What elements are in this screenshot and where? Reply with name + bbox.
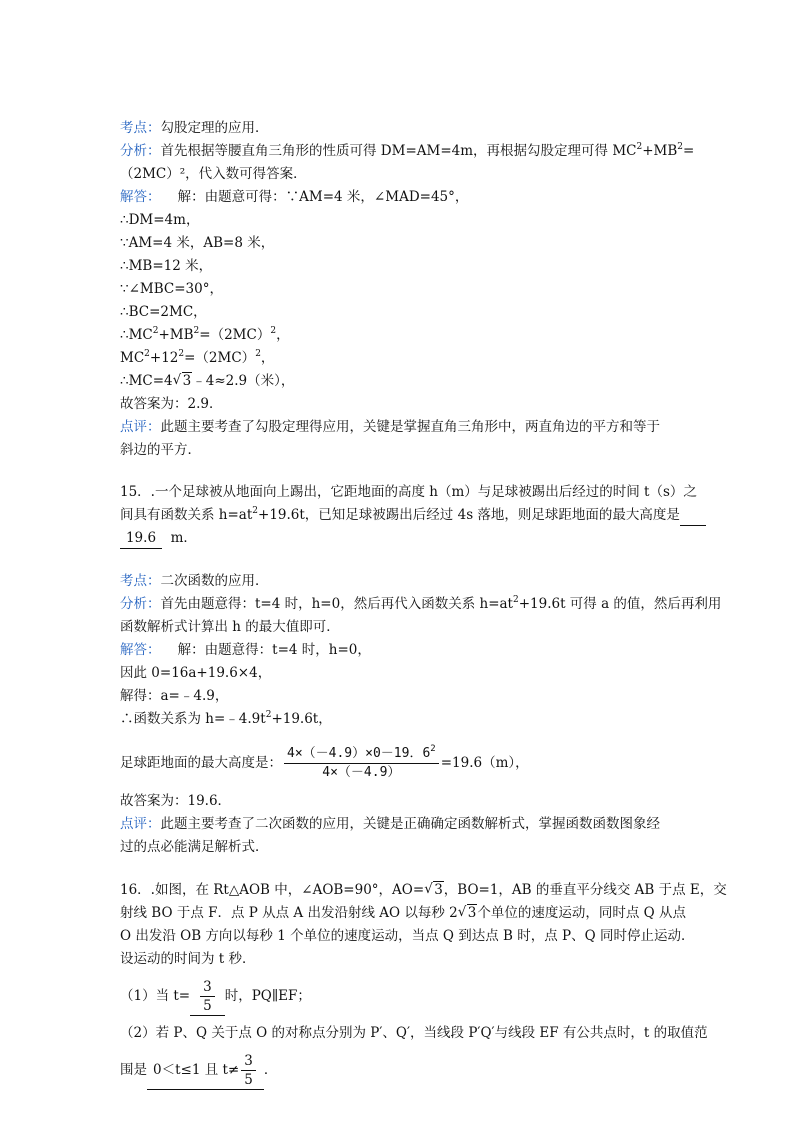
kaodian-tag: 考点：	[120, 120, 161, 136]
solution-line: ∴MC=4√ 3﹣4≈2.9（米），	[120, 371, 294, 391]
answer-blank-start	[680, 505, 706, 526]
question-15-line-2: 间具有函数关系 $h=at^2+19.6t$，已知足球被踢出后经过 4s 落地，则足球距地面的最大高度是	[120, 505, 706, 526]
jieda-line-1: 解答： 解：由题意可得：∵AM=4 米，∠MAD=45°，	[120, 189, 469, 205]
kaodian-tag: 考点：	[120, 573, 161, 589]
solution-line: $\therefore MC^2+MB^2=(2MC)^2$，	[120, 326, 290, 343]
solution-line: $MC^2+12^2=(2MC)^2$，	[120, 349, 275, 366]
fenxi-tag: 分析：	[120, 596, 161, 612]
question-16-line-4: 设运动的时间为 t 秒．	[120, 951, 256, 967]
dianping-tag: 点评：	[120, 816, 161, 832]
fenxi-line-15-1: 分析：首先由题意得：t=4 时，h=0，然后再代入函数关系 $h=at^2+19.6t$ 可得 a 的值，然后再利用	[120, 595, 722, 612]
max-height-fraction: $\frac{4\times(-4.9)\times 0-19.6^2}{4\times(-4.9)}$	[284, 745, 439, 782]
dianping-line-15-2: 过的点必能满足解析式．	[120, 839, 269, 855]
jieda-tag: 解答：	[120, 189, 161, 205]
solution-line: 解得：a=﹣4.9，	[120, 688, 229, 704]
question-16-part-1: （1）当 t= $\frac{3}{5}$ 时，PQ∥EF；	[120, 979, 311, 1014]
question-16-part-2-line-1: （2）若 P、Q 关于点 O 的对称点分别为 P′、Q′，当线段 P′Q′与线段 EF 有公共点时，t 的取值范	[120, 1025, 708, 1041]
answer-fraction: $\frac{3}{5}$	[241, 1052, 256, 1089]
kaodian-line-2: 考点：二次函数的应用．	[120, 573, 269, 589]
solution-line: ∵∠MBC=30°，	[120, 281, 223, 297]
dianping-line-1: 点评：此题主要考查了勾股定理得应用，关键是掌握直角三角形中，两直角边的平方和等于	[120, 419, 660, 435]
solution-line: ∴MB=12 米，	[120, 258, 213, 274]
dianping-tag: 点评：	[120, 419, 161, 435]
dianping-line-15-1: 点评：此题主要考查了二次函数的应用，关键是正确确定函数解析式，掌握函数函数图象经	[120, 816, 660, 832]
question-16-line-2: 射线 BO 于点 F．点 P 从点 A 出发沿射线 AO 以每秒 2√ 3个单位的速度运动，同时点 Q 从点	[120, 903, 686, 923]
solution-line: ∴函数关系为 $h=﹣4.9t^2+19.6t$，	[120, 710, 332, 727]
sqrt-symbol: √ 3	[173, 371, 193, 391]
solution-line: ∵AM=4 米，AB=8 米，	[120, 235, 275, 251]
answer-line: 故答案为：2.9．	[120, 396, 223, 412]
answer-blank: 0＜t≤1 且 t≠ $\frac{3}{5}$	[147, 1052, 264, 1090]
solution-line: 因此 0=16a+19.6×4，	[120, 665, 272, 681]
solution-line: ∴BC=2MC，	[120, 304, 207, 320]
fenxi-line-2: （2MC）²，代入数可得答案．	[120, 166, 307, 182]
fenxi-tag: 分析：	[120, 143, 161, 159]
question-16-line-1: 16．.如图，在 Rt△AOB 中，∠AOB=90°，AO=√ 3，BO=1，AB 的垂直平分线交 AB 于点 E，交	[120, 880, 727, 900]
jieda-line-15-1: 解答： 解：由题意得：t=4 时，h=0，	[120, 642, 371, 658]
fenxi-line-15-2: 函数解析式计算出 h 的最大值即可．	[120, 619, 340, 635]
answer-blank: 19.6	[120, 528, 162, 549]
jieda-tag: 解答：	[120, 642, 161, 658]
question-16-part-2-line-2: 围是 0＜t≤1 且 t≠ $\frac{3}{5}$ ．	[120, 1053, 278, 1088]
answer-fraction: $\frac{3}{5}$	[200, 978, 215, 1015]
solution-line-max-height: 足球距地面的最大高度是： $\frac{4\times(-4.9)\times 0-19.6^2}{4\times(-4.9)}$ =19.6（m），	[120, 744, 529, 780]
sqrt-symbol: √ 3	[424, 880, 444, 900]
question-15-line-1: 15．.一个足球被从地面向上踢出，它距地面的高度 h（m）与足球被踢出后经过的时间 t（s）之	[120, 484, 697, 500]
question-16-line-3: O 出发沿 OB 方向以每秒 1 个单位的速度运动，当点 Q 到达点 B 时，点 P、Q 同时停止运动．	[120, 928, 695, 944]
solution-line: ∴DM=4m，	[120, 212, 200, 228]
question-15-line-3: 19.6 m．	[120, 528, 197, 549]
answer-line: 故答案为：19.6．	[120, 793, 232, 809]
sqrt-symbol: √ 3	[458, 903, 478, 923]
fenxi-line-1: 分析：首先根据等腰直角三角形的性质可得 DM=AM=4m，再根据勾股定理可得 $MC^2+MB^2=$	[120, 142, 695, 159]
kaodian-line-1	[120, 118, 269, 138]
dianping-line-2: 斜边的平方．	[120, 442, 201, 458]
answer-blank	[190, 978, 225, 1016]
kaodian-text: 勾股定理的应用．	[160, 120, 269, 136]
